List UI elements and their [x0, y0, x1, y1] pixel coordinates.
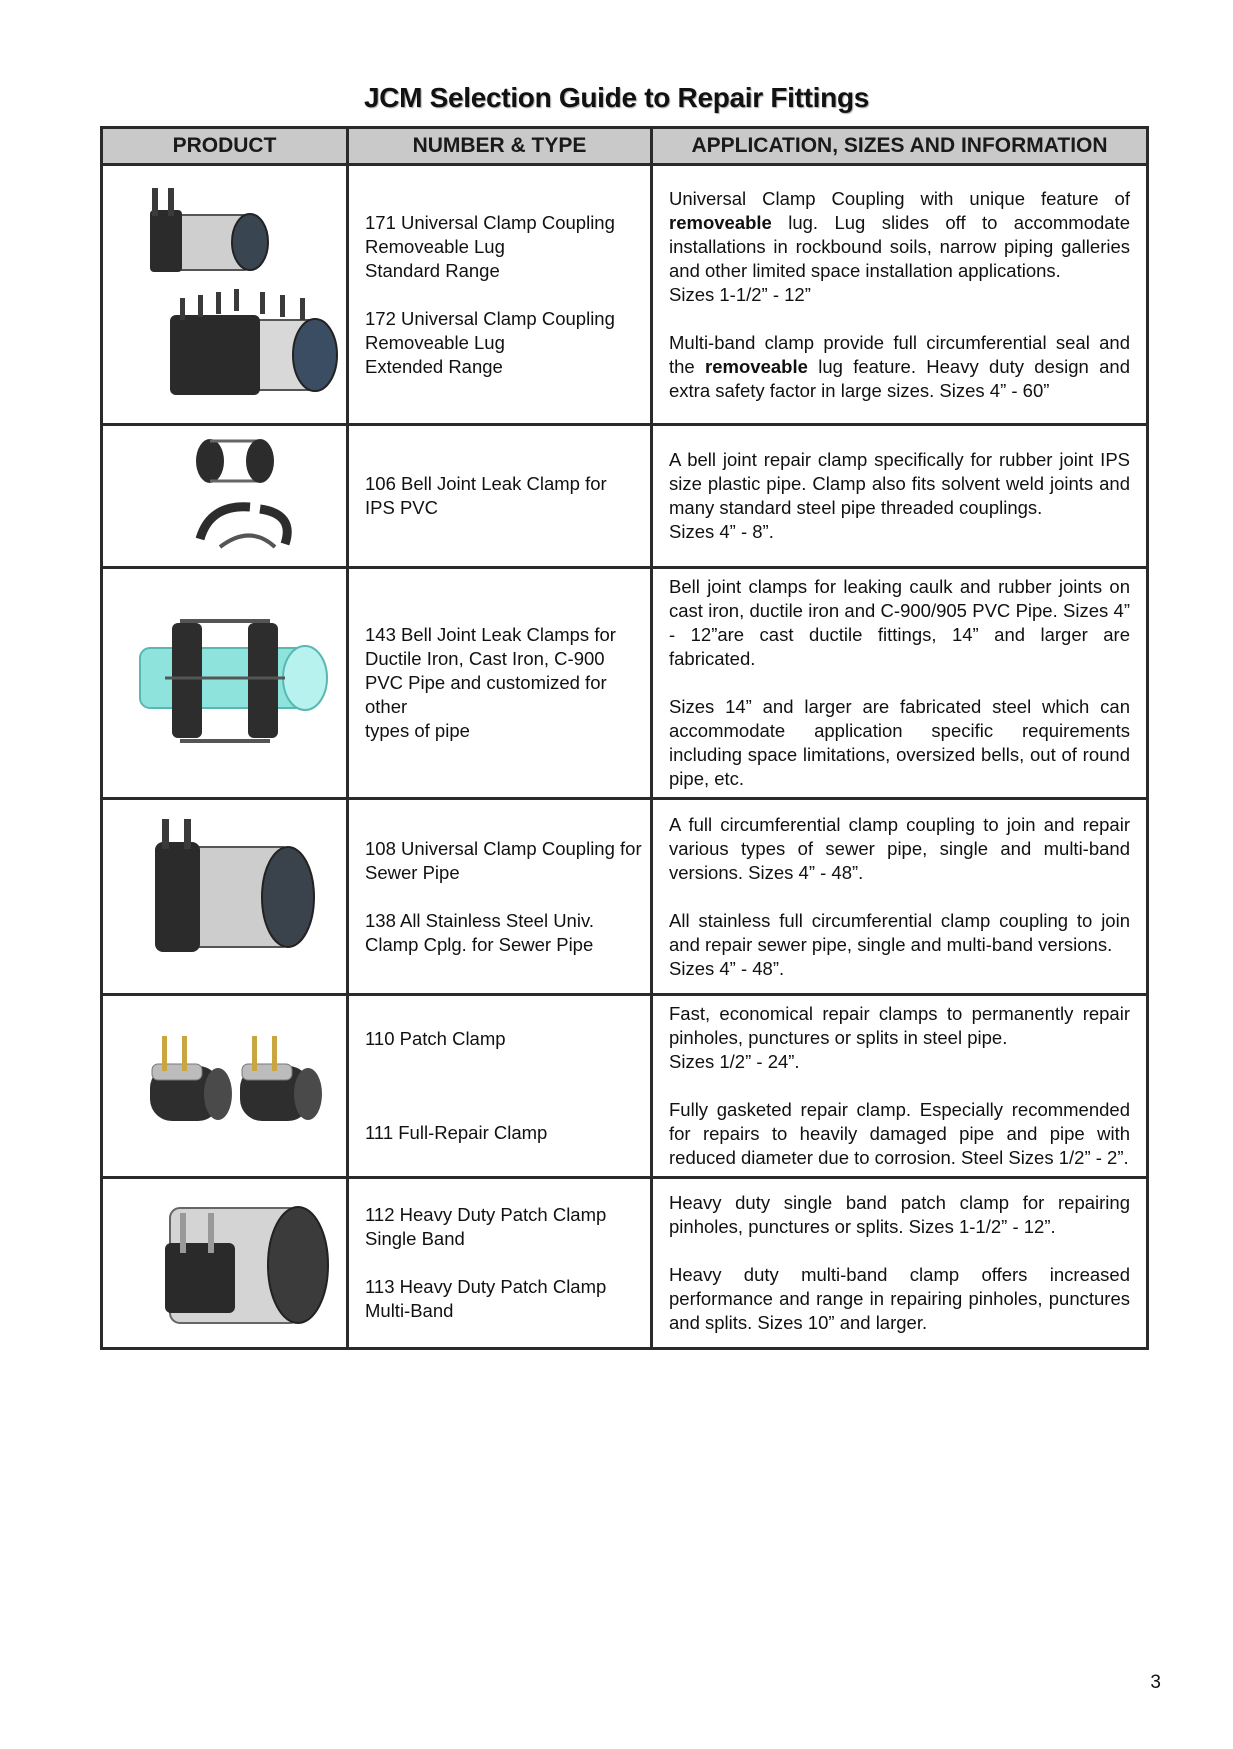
- product-line: 111 Full-Repair Clamp: [365, 1122, 548, 1143]
- product-image-cell: [102, 995, 348, 1178]
- product-line: Removeable Lug: [365, 235, 505, 257]
- page-number: 3: [1150, 1672, 1161, 1693]
- bell-joint-clamp-icon: [110, 429, 340, 564]
- table-row: [102, 568, 1148, 799]
- info-paragraph: Heavy duty single band patch clamp for repairing pinholes, punctures or splits. Sizes 1-1/2” - 12”.: [669, 1192, 1130, 1237]
- product-entry: [365, 1203, 644, 1251]
- application-cell: [652, 995, 1148, 1178]
- product-entry: [365, 837, 644, 885]
- header-application: APPLICATION, SIZES AND INFORMATION: [652, 128, 1148, 165]
- number-type-cell: [348, 995, 652, 1178]
- number-type-cell: [348, 568, 652, 799]
- sizes-text: Sizes 4” - 48”.: [669, 957, 785, 979]
- product-image-cell: [102, 1178, 348, 1349]
- product-line: 108 Universal Clamp Coupling for: [365, 837, 642, 859]
- product-line: IPS PVC: [365, 497, 438, 518]
- info-paragraph: Bell joint clamps for leaking caulk and rubber joints on cast iron, ductile iron and C-900/905 PVC Pipe. Sizes 4” - 12”are cast ductile fittings, 14” and larger are fabricated.: [669, 576, 1130, 669]
- number-type-cell: [348, 165, 652, 425]
- table-row: [102, 425, 1148, 568]
- product-entry: [365, 307, 644, 379]
- number-type-cell: [348, 1178, 652, 1349]
- table-row: [102, 995, 1148, 1178]
- table-row: [102, 1178, 1148, 1349]
- product-line: Standard Range: [365, 259, 500, 281]
- header-number-type: NUMBER & TYPE: [348, 128, 652, 165]
- product-line: Extended Range: [365, 355, 503, 377]
- info-paragraph: Universal Clamp Coupling with unique feature of removeable lug. Lug slides off to accommodate installations in rockbound soils, narrow piping galleries and other limited space installation applications. Sizes 1-1/2” - 12”: [669, 187, 1130, 305]
- product-entry: [365, 211, 644, 283]
- info-paragraph: Fully gasketed repair clamp. Especially recommended for repairs to heavily damaged pipe and pipe with reduced diameter due to corrosion. Steel Sizes 1/2” - 2”.: [669, 1099, 1130, 1168]
- product-line: 110 Patch Clamp: [365, 1028, 506, 1049]
- sizes-text: Sizes 4” - 8”.: [669, 521, 774, 542]
- info-paragraph: Multi-band clamp provide full circumferential seal and the removeable lug feature. Heavy duty design and extra safety factor in large sizes. Sizes 4” - 60”: [669, 331, 1131, 401]
- clamp-coupling-icon: [110, 170, 340, 420]
- product-line: Ductile Iron, Cast Iron, C-900: [365, 648, 605, 669]
- product-line: 172 Universal Clamp Coupling: [365, 307, 615, 329]
- info-paragraph: Heavy duty multi-band clamp offers increased performance and range in repairing pinholes, punctures and splits. Sizes 10” and larger.: [669, 1264, 1130, 1333]
- application-cell: [652, 568, 1148, 799]
- product-line: Sewer Pipe: [365, 861, 460, 883]
- sizes-text: Sizes 1-1/2” - 12”: [669, 283, 811, 305]
- info-paragraph: A full circumferential clamp coupling to join and repair various types of sewer pipe, single and multi-band versions. Sizes 4” - 48”.: [669, 813, 1130, 883]
- product-line: 112 Heavy Duty Patch Clamp: [365, 1204, 607, 1225]
- product-line: 113 Heavy Duty Patch Clamp: [365, 1276, 607, 1297]
- table-header-row: [102, 128, 1148, 165]
- info-paragraph: Sizes 14” and larger are fabricated steel which can accommodate application specific requirements including space limitations, oversized bells, out of round pipe, etc.: [669, 696, 1130, 789]
- info-paragraph: Fast, economical repair clamps to permanently repair pinholes, punctures or splits in steel pipe. Sizes 1/2” - 24”.: [669, 1003, 1130, 1072]
- number-type-cell: [348, 799, 652, 995]
- product-line: 143 Bell Joint Leak Clamps for: [365, 624, 616, 645]
- product-image-cell: [102, 165, 348, 425]
- application-cell: [652, 799, 1148, 995]
- product-line: Multi-Band: [365, 1300, 454, 1321]
- product-image-cell: [102, 425, 348, 568]
- product-line: Clamp Cplg. for Sewer Pipe: [365, 933, 594, 955]
- application-cell: [652, 165, 1148, 425]
- product-line: Removeable Lug: [365, 331, 505, 353]
- product-line: Single Band: [365, 1228, 465, 1249]
- bell-joint-leak-clamp-icon: [110, 593, 340, 773]
- page-title: JCM Selection Guide to Repair Fittings: [363, 82, 870, 113]
- info-paragraph: All stainless full circumferential clamp coupling to join and repair sewer pipe, single and multi-band versions. Sizes 4” - 48”.: [669, 909, 1130, 979]
- product-line: PVC Pipe and customized for other: [365, 672, 607, 717]
- table-row: [102, 799, 1148, 995]
- product-line: 171 Universal Clamp Coupling: [365, 211, 615, 233]
- product-line: 138 All Stainless Steel Univ.: [365, 909, 594, 931]
- sewer-clamp-coupling-icon: [110, 807, 340, 987]
- header-product: PRODUCT: [102, 128, 348, 165]
- table-row: [102, 165, 1148, 425]
- product-image-cell: [102, 799, 348, 995]
- product-entry: [365, 909, 644, 957]
- product-entry: [365, 1275, 644, 1323]
- heavy-duty-patch-clamp-icon: [110, 1183, 340, 1343]
- product-line: 106 Bell Joint Leak Clamp for: [365, 473, 607, 494]
- product-image-cell: [102, 568, 348, 799]
- number-type-cell: [348, 425, 652, 568]
- sizes-text: Sizes 1/2” - 24”.: [669, 1051, 800, 1072]
- application-cell: A bell joint repair clamp specifically for rubber joint IPS size plastic pipe. Clamp also fits solvent weld joints and many standard steel pipe threaded couplings. Sizes 4” - 8”.: [652, 425, 1148, 568]
- selection-guide-table: [100, 126, 1149, 1350]
- application-cell: [652, 1178, 1148, 1349]
- patch-clamp-icon: [110, 1006, 340, 1166]
- product-line: types of pipe: [365, 720, 470, 741]
